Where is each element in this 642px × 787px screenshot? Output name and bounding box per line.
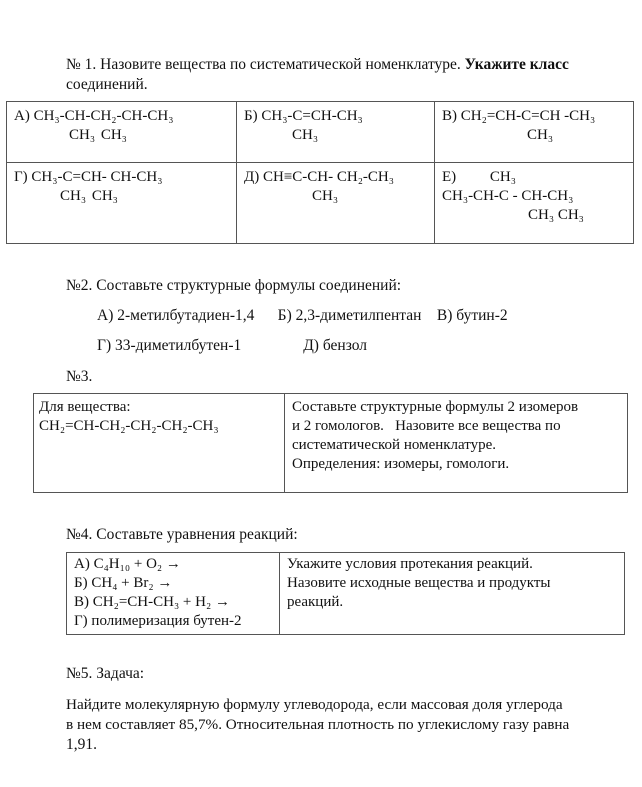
task4-right-cell — [280, 553, 625, 635]
task1-cell-e — [435, 163, 634, 244]
task4-instruction-line: Укажите условия протекания реакций. — [287, 556, 533, 572]
task1-heading — [66, 55, 569, 75]
task1-table — [6, 101, 634, 244]
task5-text-line: 1,91. — [66, 736, 97, 753]
task4-instruction-line: реакций. — [287, 594, 344, 610]
formula-v-branch: CH₃ — [527, 127, 554, 143]
task4-left-cell — [67, 553, 280, 635]
task2-heading: №2. Составьте структурные формулы соединений: — [66, 277, 402, 294]
task3-right-cell — [285, 394, 628, 493]
formula-g-main: Г) CH₃-C=CH- CH-CH₃ — [14, 169, 163, 185]
formula-e-top: Е) CH₃ — [442, 169, 516, 185]
task3-instruction-line: Определения: изомеры, гомологи. — [292, 456, 510, 472]
task3-left-label: Для вещества: — [39, 399, 131, 415]
task4-table — [66, 552, 625, 635]
task5-heading: №5. Задача: — [66, 665, 145, 682]
task3-instruction-line: и 2 гомологов. Назовите все вещества по — [292, 418, 561, 434]
reaction-b: Б) CH₄ + Br₂ → — [74, 575, 173, 591]
task3-formula: CH₂=CH-CH₂-CH₂-CH₂-CH₃ — [39, 418, 219, 434]
formula-b-branch: CH₃ — [292, 127, 319, 143]
formula-g-branches: CH₃ CH₃ — [60, 188, 118, 204]
task2-row1: А) 2-метилбутадиен-1,4 Б) 2,3-диметилпентан В) бутин-2 — [97, 307, 508, 324]
formula-a-branches: CH₃ CH₃ — [69, 127, 127, 143]
formula-e-bottom: CH₃ CH₃ — [528, 207, 584, 223]
task1-cell-d — [237, 163, 435, 244]
task1-heading-line2: соединений. — [66, 76, 148, 93]
formula-d-branch: CH₃ — [312, 188, 339, 204]
task1-cell-a — [7, 102, 237, 163]
formula-d-main: Д) CH≡C-CH- CH₂-CH₃ — [244, 169, 394, 185]
reaction-v: В) CH₂=CH-CH₃ + H₂ → — [74, 594, 230, 610]
task1-heading-bold: Укажите класс — [464, 56, 569, 73]
task1-cell-b — [237, 102, 435, 163]
formula-a-main: А) CH₃-CH-CH₂-CH-CH₃ — [14, 108, 174, 124]
task3-heading: №3. — [66, 368, 93, 385]
task3-table — [33, 393, 628, 493]
task5-text-line: Найдите молекулярную формулу углеводорода, если массовая доля углерода — [66, 696, 563, 713]
formula-v-main: В) CH₂=CH-C=CH -CH₃ — [442, 108, 596, 124]
task1-heading-text: № 1. Назовите вещества по систематической номенклатуре. — [66, 56, 465, 73]
formula-b-main: Б) CH₃-C=CH-CH₃ — [244, 108, 363, 124]
task1-cell-v — [435, 102, 634, 163]
task5-text-line: в нем составляет 85,7%. Относительная плотность по углекислому газу равна — [66, 716, 570, 733]
task4-heading: №4. Составьте уравнения реакций: — [66, 526, 298, 543]
reaction-g: Г) полимеризация бутен-2 — [74, 613, 242, 629]
task2-row2: Г) 33-диметилбутен-1 Д) бензол — [97, 337, 368, 354]
task4-instruction-line: Назовите исходные вещества и продукты — [287, 575, 551, 591]
task3-instruction-line: Составьте структурные формулы 2 изомеров — [292, 399, 579, 415]
reaction-a: А) C₄H₁₀ + O₂ → — [74, 556, 181, 572]
task1-cell-g — [7, 163, 237, 244]
task3-left-cell — [34, 394, 285, 493]
formula-e-main: CH₃-CH-C - CH-CH₃ — [442, 188, 574, 204]
task3-instruction-line: систематической номенклатуре. — [292, 437, 497, 453]
